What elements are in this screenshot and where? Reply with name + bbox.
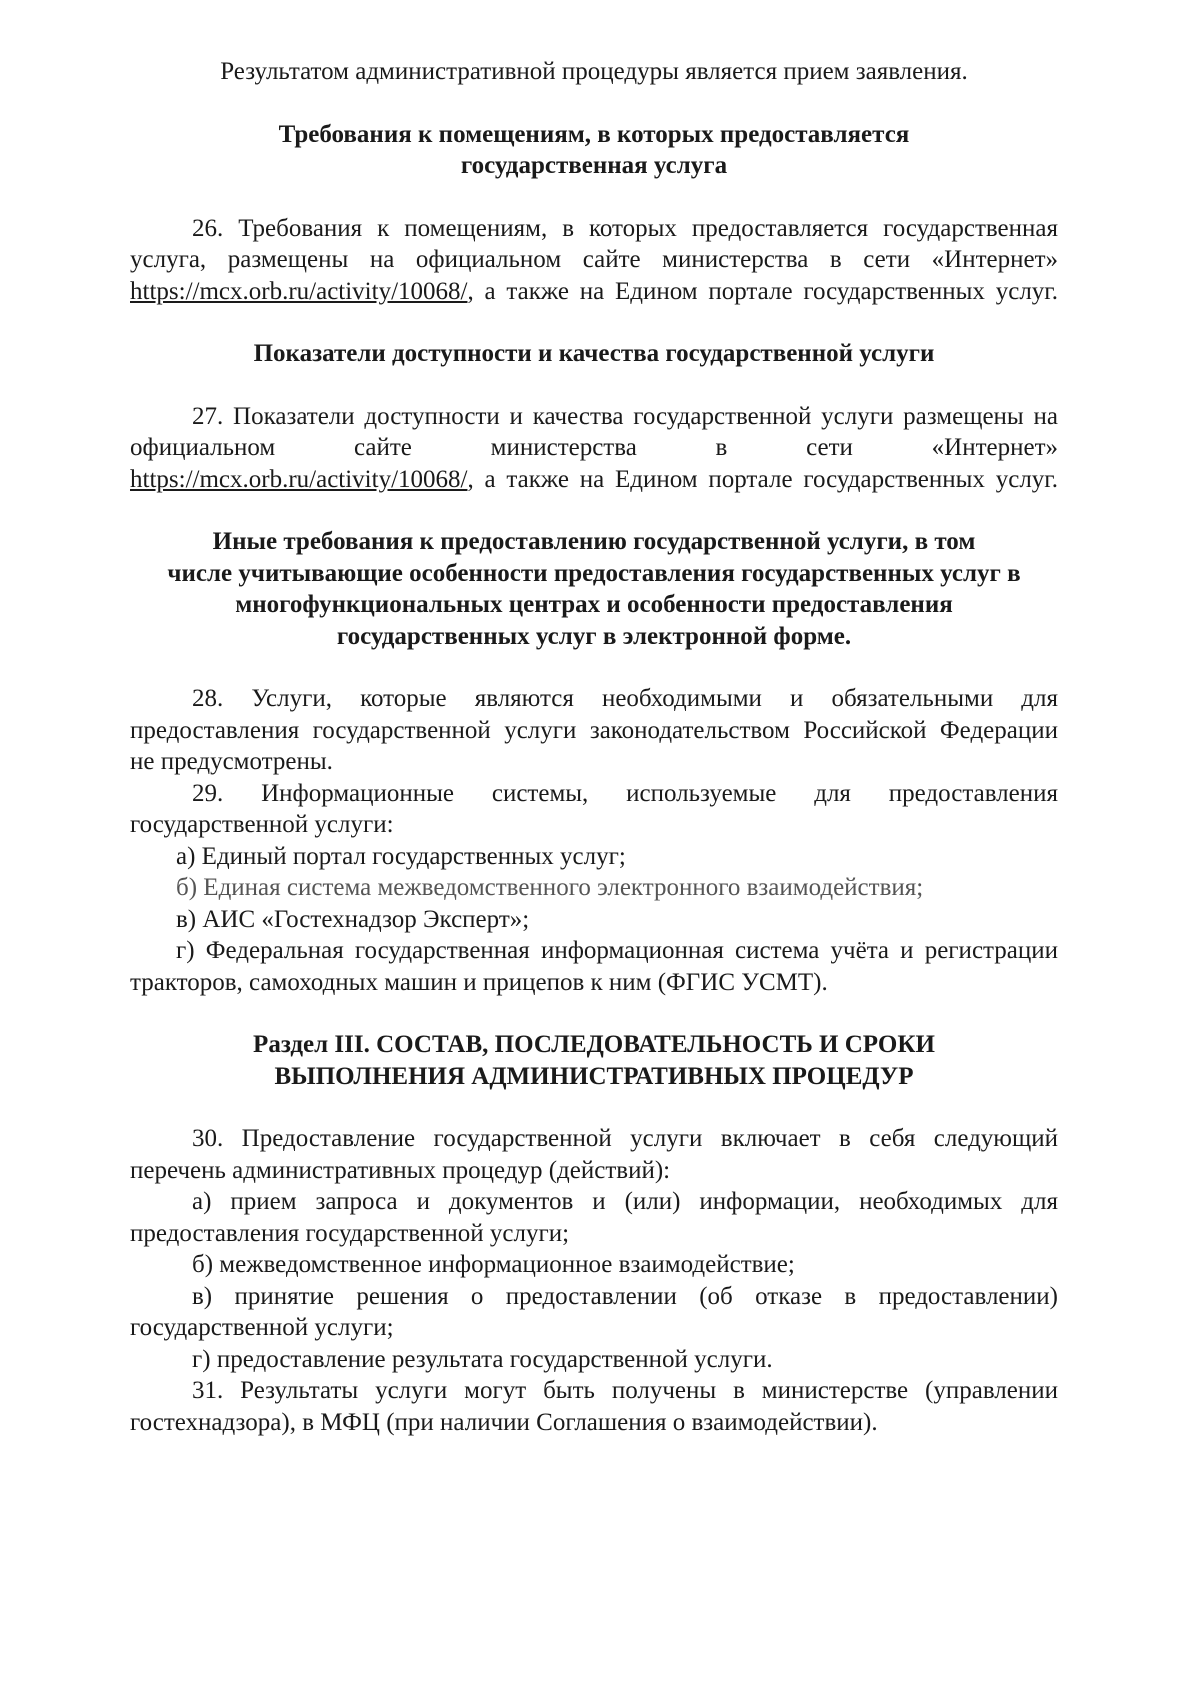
paragraph-27	[130, 401, 1058, 496]
paragraph-26-line1: 26. Требования к помещениям, в которых предоставляется государственная	[192, 214, 1058, 242]
section-title-premises-line2: государственная услуга	[460, 152, 728, 179]
procedure-item-v-line1: в) принятие решения о предоставлении (об отказе в предоставлении)	[192, 1282, 1058, 1310]
list-item-g-line2: тракторов, самоходных машин и прицепов к ним (ФГИС УСМТ).	[130, 968, 828, 996]
paragraph-29-line1: 29. Информационные системы, используемые для предоставления	[192, 779, 1058, 807]
section-title-other-line3: многофункциональных центрах и особенности предоставления	[235, 591, 953, 618]
list-item-v: в) АИС «Гостехнадзор Эксперт»;	[176, 905, 530, 933]
paragraph-28-line2: предоставления государственной услуги законодательством Российской Федерации	[130, 716, 1058, 744]
section-title-premises-line1: Требования к помещениям, в которых предоставляется	[278, 120, 910, 148]
paragraph-28-line1: 28. Услуги, которые являются необходимыми и обязательными для	[192, 685, 1058, 712]
paragraph-27-line2: официальном сайте министерства в сети «Интернет»	[130, 434, 1058, 461]
paragraph-26-line3	[130, 276, 1058, 308]
paragraph-30-line2: перечень административных процедур (действий):	[130, 1156, 671, 1184]
intro-text: Результатом административной процедуры является прием заявления.	[220, 58, 968, 85]
section-title-other-line1: Иные требования к предоставлению государственной услуги, в том	[212, 528, 976, 555]
section-title-other-line4: государственных услуг в электронной форме.	[336, 622, 852, 650]
procedure-item-a-line1: а) прием запроса и документов и (или) информации, необходимых для	[192, 1188, 1058, 1215]
section-title-three-line1: Раздел III. СОСТАВ, ПОСЛЕДОВАТЕЛЬНОСТЬ И СРОКИ	[253, 1031, 935, 1058]
paragraph-30	[130, 1123, 1058, 1375]
paragraph-26	[130, 213, 1058, 308]
paragraph-28-line3: не предусмотрены.	[130, 748, 333, 775]
section-title-premises	[130, 119, 1058, 182]
paragraph-30-line1: 30. Предоставление государственной услуги включает в себя следующий	[192, 1125, 1058, 1152]
section-title-other-line2: числе учитывающие особенности предоставления государственных услуг в	[167, 559, 1021, 587]
section-title-quality: Показатели доступности и качества государственной услуги	[253, 340, 935, 367]
list-item-b: б) Единая система межведомственного электронного взаимодействия;	[176, 874, 924, 901]
paragraph-27-line3-rest: , а также на Едином портале государственных услуг.	[467, 465, 1058, 493]
ministry-website-link[interactable]: https://mcx.orb.ru/activity/10068/	[130, 465, 468, 493]
list-item-g-line1: г) Федеральная государственная информационная система учёта и регистрации	[176, 937, 1058, 964]
paragraph-31-line2: гостехнадзора), в МФЦ (при наличии Соглашения о взаимодействии).	[130, 1408, 878, 1436]
section-title-section-three	[130, 1029, 1058, 1092]
section-title-other-requirements	[130, 526, 1058, 652]
paragraph-31-line1: 31. Результаты услуги могут быть получены в министерстве (управлении	[192, 1377, 1058, 1404]
paragraph-29	[130, 778, 1058, 999]
procedure-item-g: г) предоставление результата государственной услуги.	[192, 1345, 773, 1373]
paragraph-27-line3	[130, 464, 1058, 496]
paragraph-28	[130, 683, 1058, 778]
section-title-three-line2: ВЫПОЛНЕНИЯ АДМИНИСТРАТИВНЫХ ПРОЦЕДУР	[274, 1062, 914, 1090]
procedure-item-b: б) межведомственное информационное взаимодействие;	[192, 1251, 795, 1278]
paragraph-27-line1: 27. Показатели доступности и качества государственной услуги размещены на	[192, 402, 1058, 430]
paragraph-26-line3-rest: , а также на Едином портале государственных услуг.	[467, 277, 1058, 305]
procedure-item-a-line2: предоставления государственной услуги;	[130, 1219, 570, 1247]
procedure-item-v-line2: государственной услуги;	[130, 1314, 394, 1341]
ministry-website-link[interactable]: https://mcx.orb.ru/activity/10068/	[130, 277, 468, 305]
list-item-a: а) Единый портал государственных услуг;	[176, 842, 626, 870]
paragraph-29-line2: государственной услуги:	[130, 811, 394, 838]
paragraph-31	[130, 1375, 1058, 1438]
paragraph-26-line2: услуга, размещены на официальном сайте министерства в сети «Интернет»	[130, 246, 1058, 273]
